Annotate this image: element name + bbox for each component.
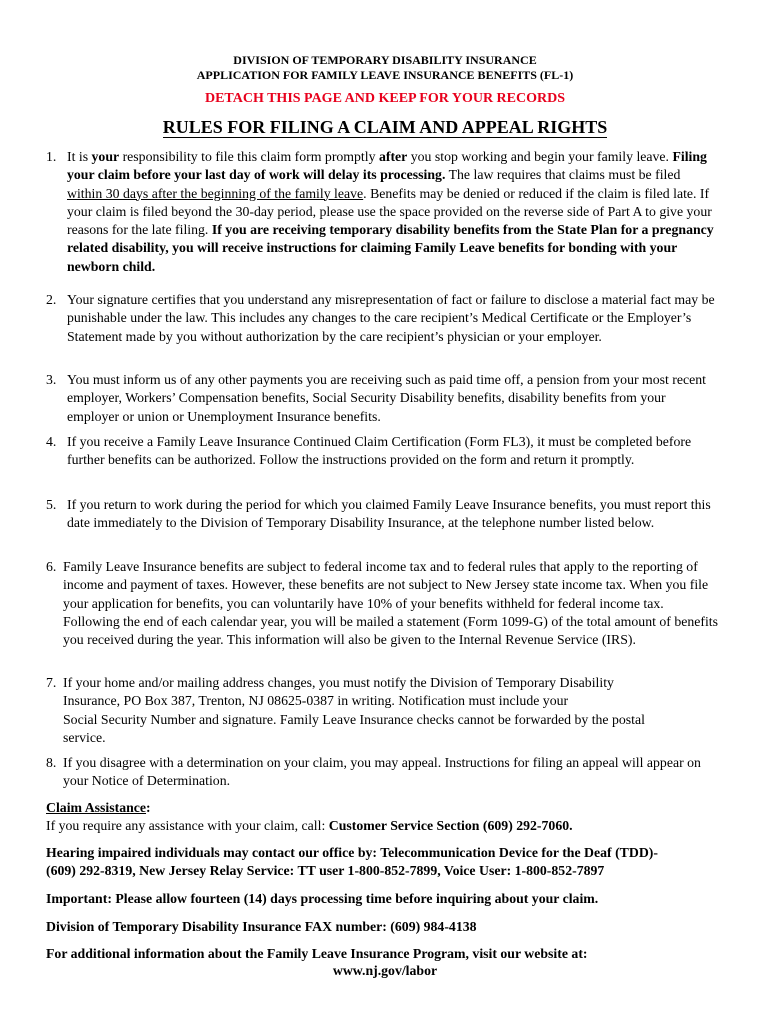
rule-text: It is your responsibility to file this claim form promptly after you stop working and begin your family leave. Filing your claim before your last day of work will delay its processing. The law requires that claims must be filed within 30 days after the beginning of the family leave. Benefits may be denied or reduced if the claim is filed late. If your claim is filed beyond the 30-day period, please use the space provided on the reverse side of Part A to give your reasons for the late filing. If you are receiving temporary disability benefits from the State Plan for a pregnancy related disability, you will receive instructions for claiming Family Leave benefits for bonding with your newborn child.: [67, 149, 714, 274]
rule-number: 1.: [46, 149, 57, 164]
rule-number: 8.: [46, 755, 57, 770]
rule-text: If you return to work during the period for which you claimed Family Leave Insurance benefits, you must report this date immediately to the Division of Temporary Disability Insurance, at the telephone number listed below.: [67, 497, 711, 531]
rule-text: You must inform us of any other payments you are receiving such as paid time off, a pension from your most recent employer, Workers’ Compensation benefits, Social Security Disability benefits, disability benefits from your employer or union or Unemployment Insurance benefits.: [67, 372, 706, 424]
page-title: RULES FOR FILING A CLAIM AND APPEAL RIGHTS: [162, 117, 608, 137]
rule-text: If your home and/or mailing address changes, you must notify the Division of Temporary Disability Insurance, PO Box 387, Trenton, NJ 08625-0387 in writing. Notification must include your Social Security Number and signature. Family Leave Insurance checks cannot be forwarded by the postal service.: [63, 675, 645, 745]
rule-number: 4.: [46, 434, 57, 449]
rule-text: If you disagree with a determination on your claim, you may appeal. Instructions for filing an appeal will appear on your Notice of Determination.: [63, 755, 701, 789]
detach-notice: DETACH THIS PAGE AND KEEP FOR YOUR RECORDS: [204, 91, 566, 106]
form-heading: APPLICATION FOR FAMILY LEAVE INSURANCE BENEFITS (FL-1): [196, 68, 574, 82]
rule-number: 7.: [46, 675, 57, 690]
claim-assistance-heading: Claim Assistance:: [46, 800, 151, 815]
fax-number: Division of Temporary Disability Insurance FAX number: (609) 984-4138: [46, 919, 477, 934]
website-link[interactable]: www.nj.gov/labor: [332, 963, 438, 978]
rule-number: 3.: [46, 372, 57, 387]
rule-number: 6.: [46, 559, 57, 574]
claim-assistance-text: If you require any assistance with your claim, call: Customer Service Section (609) 292-7060.: [46, 818, 573, 833]
rule-text: Family Leave Insurance benefits are subject to federal income tax and to federal rules that apply to the reporting of income and payment of taxes. However, these benefits are not subject to New Jersey state income tax. When you file your application for benefits, you can voluntarily have 10% of your benefits withheld for federal income tax. Following the end of each calendar year, you will be mailed a statement (Form 1099-G) of the total amount of benefits you received during the year. This information will also be given to the Internal Revenue Service (IRS).: [63, 559, 718, 648]
hearing-impaired-info: Hearing impaired individuals may contact our office by: Telecommunication Device for the Deaf (TDD)- (609) 292-8319, New Jersey Relay Service: TT user 1-800-852-7899, Voice User: 1-800-852-7897: [46, 845, 658, 879]
rule-number: 5.: [46, 497, 57, 512]
website-info: For additional information about the Family Leave Insurance Program, visit our website at:: [46, 946, 588, 961]
processing-time-notice: Important: Please allow fourteen (14) days processing time before inquiring about your claim.: [46, 891, 599, 906]
division-heading: DIVISION OF TEMPORARY DISABILITY INSURANCE: [233, 53, 537, 67]
rule-text: Your signature certifies that you understand any misrepresentation of fact or failure to disclose a material fact may be punishable under the law. This includes any changes to the care recipient’s Medical Certificate or the Employer’s Statement made by you without authorization by the care recipient’s physician or your employer.: [67, 292, 715, 344]
rule-text: If you receive a Family Leave Insurance Continued Claim Certification (Form FL3), it must be completed before further benefits can be authorized. Follow the instructions provided on the form and return it promptly.: [67, 434, 692, 468]
rule-number: 2.: [46, 292, 57, 307]
